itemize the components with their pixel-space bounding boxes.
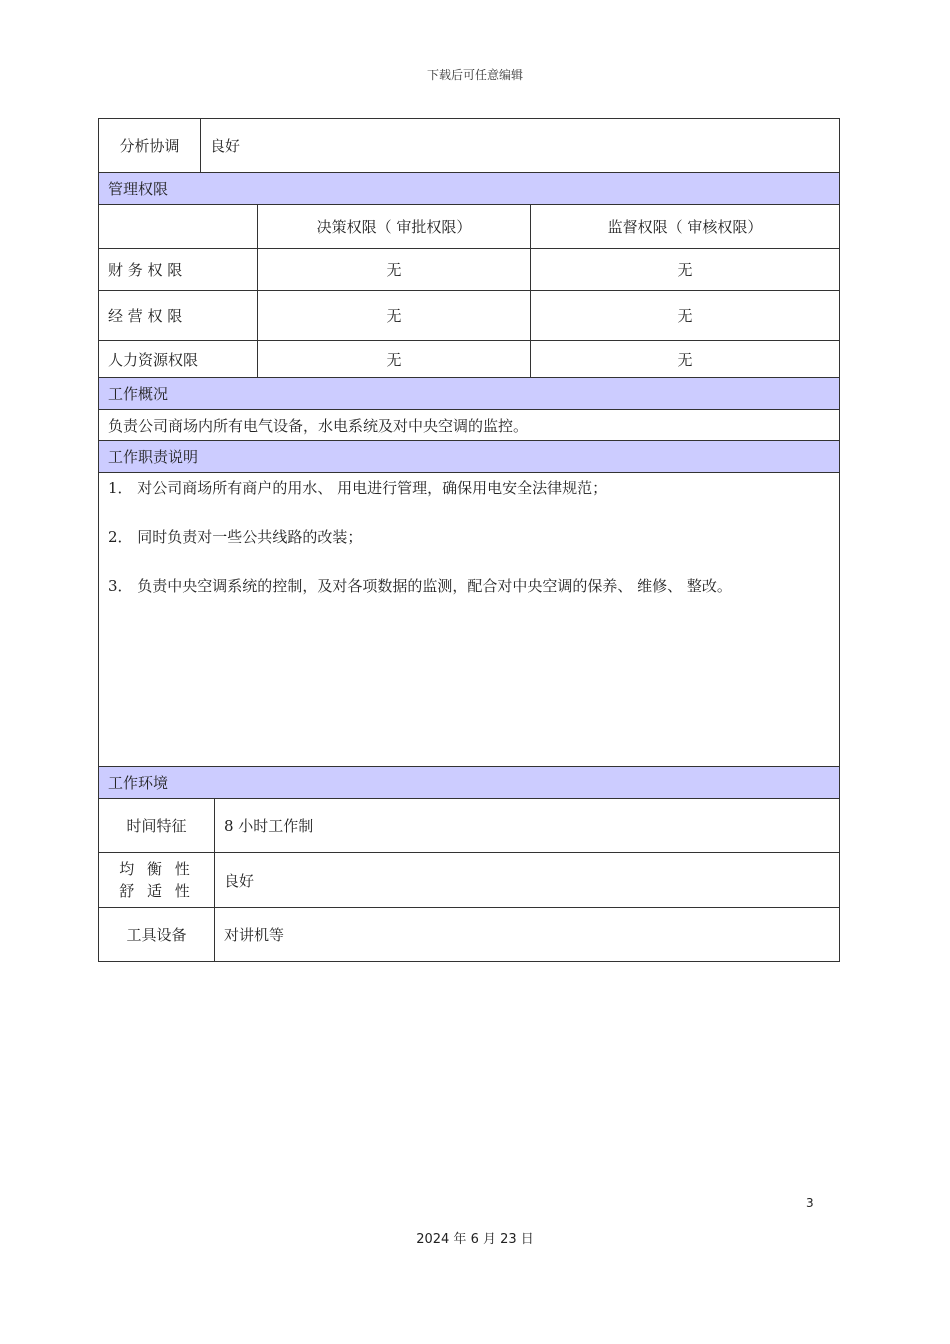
authority-row-label: 人力资源权限 [108, 350, 199, 369]
job-description-table [98, 118, 840, 962]
env-time-value: 8 小时工作制 [214, 799, 839, 852]
env-tools-row [99, 908, 839, 961]
env-time-label: 时间特征 [126, 817, 187, 835]
duties-section-title: 工作职责说明 [99, 441, 839, 473]
duties-body [99, 473, 839, 767]
authority-row-operation [99, 291, 839, 341]
authority-row-label: 财 务 权 限 [108, 261, 183, 279]
overview-row [99, 410, 839, 441]
authority-col-decision: 决策权限（ 审批权限） [257, 205, 530, 248]
authority-header-row [99, 205, 839, 249]
duty-item: 3． 负责中央空调系统的控制，及对各项数据的监测，配合对中央空调的保养、 维修、 整改。 [108, 577, 732, 595]
duty-item: 1． 对公司商场所有商户的用水、 用电进行管理，确保用电安全法律规范； [108, 479, 608, 497]
env-balance-label-line1: 均 衡 性 [119, 860, 194, 878]
env-balance-label-line2: 舒 适 性 [119, 882, 194, 900]
authority-row-supervise: 无 [530, 341, 839, 377]
footer-date: 2024 年 6 月 23 日 [416, 1232, 534, 1247]
env-balance-label [99, 853, 214, 907]
overview-section-title: 工作概况 [99, 378, 839, 410]
overview-text: 负责公司商场内所有电气设备，水电系统及对中央空调的监控。 [108, 416, 529, 435]
authority-row-hr [99, 341, 839, 378]
authority-header-blank [99, 205, 257, 248]
authority-col-supervise: 监督权限（ 审核权限） [530, 205, 839, 248]
duty-item: 2． 同时负责对一些公共线路的改装； [108, 528, 363, 546]
analysis-label: 分析协调 [119, 137, 180, 155]
page-number: 3 [806, 1196, 814, 1210]
authority-section-title: 管理权限 [99, 173, 839, 205]
authority-row-finance [99, 249, 839, 291]
authority-row-decision: 无 [257, 291, 530, 340]
header-note: 下载后可任意编辑 [426, 68, 523, 82]
analysis-value: 良好 [200, 119, 839, 172]
authority-row-label: 经 营 权 限 [108, 307, 183, 325]
env-time-row [99, 799, 839, 853]
environment-section-title: 工作环境 [99, 767, 839, 799]
authority-row-decision: 无 [257, 249, 530, 290]
env-balance-value: 良好 [214, 853, 839, 907]
env-tools-label: 工具设备 [126, 926, 187, 944]
authority-row-decision: 无 [257, 341, 530, 377]
authority-row-supervise: 无 [530, 249, 839, 290]
analysis-row [99, 119, 839, 173]
env-tools-value: 对讲机等 [214, 908, 839, 961]
env-balance-row [99, 853, 839, 908]
authority-row-supervise: 无 [530, 291, 839, 340]
